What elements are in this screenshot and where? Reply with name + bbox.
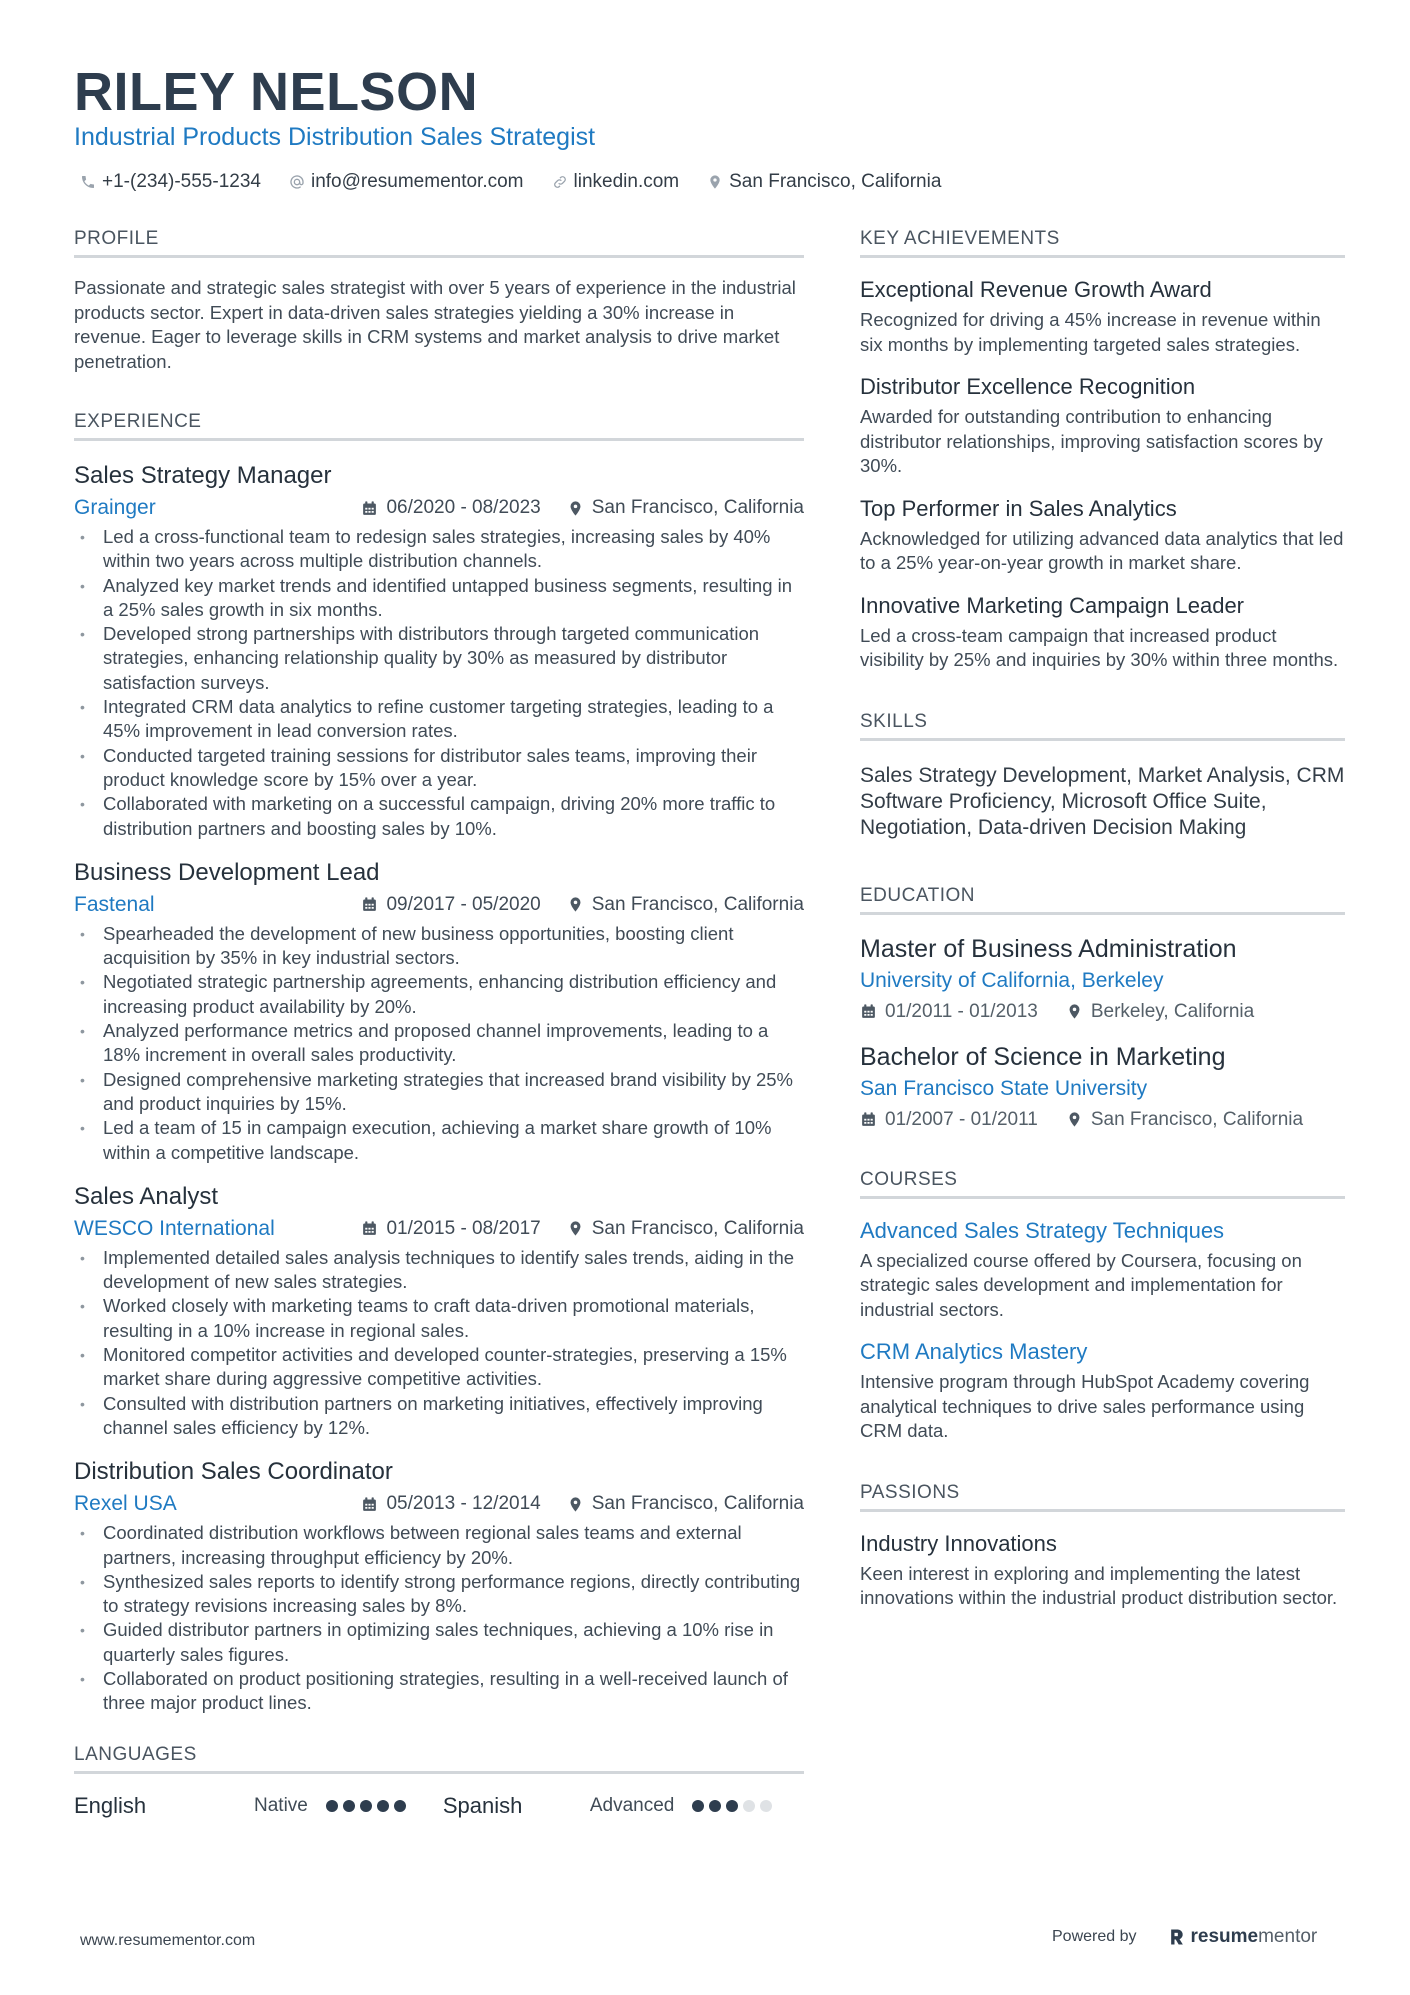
job-bullets — [74, 525, 804, 841]
achievement-list — [860, 276, 1345, 673]
section-title: PROFILE — [74, 228, 804, 258]
course-desc: Intensive program through HubSpot Academy covering analytical techniques to drive sales performance using CRM data. — [860, 1371, 1310, 1441]
language-name: English — [74, 1792, 147, 1818]
passion-item — [860, 1530, 1345, 1611]
language-level: Advanced — [589, 1794, 675, 1816]
skills-section — [860, 711, 1345, 841]
rating-dot-empty — [743, 1800, 755, 1812]
education-dates-text: 01/2007 - 01/2011 — [885, 1108, 1038, 1130]
job-location-text: San Francisco, California — [591, 497, 804, 518]
calendar-icon — [361, 896, 378, 913]
achievements-section — [860, 228, 1345, 673]
education-list — [860, 933, 1345, 1133]
rating-dot-filled — [343, 1800, 355, 1812]
education-entry — [860, 1041, 1345, 1133]
candidate-title: Industrial Products Distribution Sales Strategist — [74, 123, 596, 151]
course-list — [860, 1217, 1345, 1444]
course-item — [860, 1338, 1345, 1444]
rating-dot-empty — [760, 1800, 772, 1812]
achievement-item — [860, 373, 1345, 479]
profile-text: Passionate and strategic sales strategist with over 5 years of experience in the industrial products sector. Expert in data-driven sales strategies yielding a 30% increase in revenue. Eager to leverage skills in CRM systems and market analysis to drive market penetration. — [74, 277, 796, 372]
course-title: Advanced Sales Strategy Techniques — [860, 1217, 1225, 1243]
contact-location — [707, 170, 941, 194]
education-section — [860, 885, 1345, 1133]
job-bullet: • Guided distributor partners in optimizing sales techniques, achieving a 10% rise in quarterly sales figures. — [74, 1618, 804, 1667]
job-bullet: • Coordinated distribution workflows between regional sales teams and external partners, increasing throughput efficiency by 20%. — [74, 1521, 804, 1570]
education-location-text: Berkeley, California — [1090, 1000, 1255, 1022]
job-meta — [74, 892, 804, 918]
rating-dot-filled — [394, 1800, 406, 1812]
job-bullets — [74, 922, 804, 1165]
job-bullet: • Worked closely with marketing teams to craft data-driven promotional materials, resulting in a 10% increase in regional sales. — [74, 1294, 804, 1343]
job-list — [74, 461, 804, 1716]
job-meta — [74, 495, 804, 521]
section-title: COURSES — [860, 1169, 1345, 1199]
section-title: LANGUAGES — [74, 1744, 804, 1774]
brand-name-light: mentor — [1258, 1926, 1318, 1947]
location-pin-icon — [1066, 1003, 1083, 1020]
language-list — [74, 1792, 804, 1820]
calendar-icon — [361, 1220, 378, 1237]
job-dates — [361, 1216, 540, 1242]
company-name: Grainger — [74, 496, 156, 519]
linkedin-text: linkedin.com — [573, 171, 680, 192]
achievement-item — [860, 592, 1345, 673]
degree-title: Bachelor of Science in Marketing — [860, 1042, 1226, 1071]
experience-section — [74, 411, 804, 1716]
location-text: San Francisco, California — [729, 171, 942, 192]
right-column — [860, 228, 1345, 1611]
location-pin-icon — [567, 1496, 584, 1513]
language-name: Spanish — [442, 1792, 523, 1818]
job-bullet: • Collaborated on product positioning strategies, resulting in a well-received launch of three major product lines. — [74, 1667, 804, 1716]
skills-text: Sales Strategy Development, Market Analysis, CRM Software Proficiency, Microsoft Office Suite, Negotiation, Data-driven Decision Making — [860, 763, 1345, 839]
link-icon — [552, 174, 568, 190]
job-location-text: San Francisco, California — [591, 1217, 804, 1239]
section-title: KEY ACHIEVEMENTS — [860, 228, 1345, 258]
job-location — [567, 1216, 804, 1242]
job-location — [567, 495, 804, 521]
languages-section — [74, 1744, 804, 1820]
contact-phone[interactable] — [80, 170, 261, 194]
calendar-icon — [361, 1496, 378, 1513]
job-bullets — [74, 1521, 804, 1715]
education-dates — [860, 999, 1038, 1025]
job-bullet: • Led a team of 15 in campaign execution, achieving a market share growth of 10% within a competitive landscape. — [74, 1116, 804, 1165]
resumementor-logo-icon — [1167, 1927, 1187, 1947]
education-location — [1066, 1107, 1303, 1133]
education-location-text: San Francisco, California — [1090, 1108, 1304, 1130]
achievement-title: Top Performer in Sales Analytics — [860, 495, 1177, 521]
language-rating — [692, 1800, 777, 1812]
job-entry — [74, 858, 804, 1165]
language-rating — [326, 1800, 411, 1812]
achievement-title: Distributor Excellence Recognition — [860, 374, 1196, 399]
job-bullet: • Conducted targeted training sessions for distributor sales teams, improving their product knowledge score by 15% over a year. — [74, 744, 804, 793]
job-title: Sales Analyst — [74, 1182, 219, 1210]
language-level: Native — [254, 1794, 308, 1816]
section-title: EDUCATION — [860, 885, 1345, 915]
education-dates — [860, 1107, 1038, 1133]
job-bullet: • Consulted with distribution partners on marketing initiatives, effectively improving channel sales efficiency by 12%. — [74, 1392, 804, 1441]
company-name: WESCO International — [74, 1216, 275, 1240]
job-entry — [74, 1182, 804, 1440]
achievement-title: Innovative Marketing Campaign Leader — [860, 592, 1245, 618]
contact-email[interactable] — [289, 170, 524, 194]
job-entry — [74, 1457, 804, 1715]
brand-logo[interactable] — [1167, 1926, 1318, 1948]
education-dates-text: 01/2011 - 01/2013 — [885, 1000, 1038, 1022]
location-pin-icon — [707, 174, 723, 190]
course-title: CRM Analytics Mastery — [860, 1339, 1088, 1364]
left-column — [74, 228, 804, 1820]
job-bullet: • Monitored competitor activities and developed counter-strategies, preserving a 15% market share during aggressive competitive activities. — [74, 1343, 804, 1392]
job-bullet: • Spearheaded the development of new business opportunities, boosting client acquisition by 35% in key industrial sectors. — [74, 922, 804, 971]
rating-dot-filled — [726, 1800, 738, 1812]
achievement-desc: Recognized for driving a 45% increase in revenue within six months by implementing targeted sales strategies. — [860, 309, 1321, 355]
powered-by-text: Powered by — [1052, 1928, 1137, 1945]
calendar-icon — [361, 500, 378, 517]
job-meta — [74, 1216, 804, 1242]
location-pin-icon — [567, 500, 584, 517]
job-entry — [74, 461, 804, 841]
company-name: Fastenal — [74, 892, 155, 916]
section-title: EXPERIENCE — [74, 411, 804, 441]
job-bullet: • Analyzed performance metrics and proposed channel improvements, leading to a 18% increment in overall sales productivity. — [74, 1019, 804, 1068]
company-name: Rexel USA — [74, 1492, 177, 1516]
job-dates — [361, 892, 540, 918]
job-location — [567, 892, 804, 918]
education-location — [1066, 999, 1254, 1025]
achievement-desc: Acknowledged for utilizing advanced data analytics that led to a 25% year-on-year growth in market share. — [860, 527, 1344, 573]
phone-text: +1-(234)-555-1234 — [102, 171, 261, 192]
candidate-name: RILEY NELSON — [74, 62, 479, 122]
contact-linkedin[interactable] — [552, 170, 680, 194]
location-pin-icon — [1066, 1111, 1083, 1128]
passions-section — [860, 1482, 1345, 1611]
rating-dot-filled — [709, 1800, 721, 1812]
job-bullet: • Synthesized sales reports to identify strong performance regions, directly contributing to strategy revisions increasing sales by 8%. — [74, 1570, 804, 1619]
job-title: Business Development Lead — [74, 858, 380, 886]
phone-icon — [80, 174, 96, 190]
job-title: Sales Strategy Manager — [74, 462, 332, 489]
school-name: University of California, Berkeley — [860, 968, 1164, 992]
education-meta — [860, 999, 1345, 1025]
section-title: PASSIONS — [860, 1482, 1345, 1512]
job-bullet: • Led a cross-functional team to redesign sales strategies, increasing sales by 40% within two years across multiple distribution channels. — [74, 525, 804, 574]
calendar-icon — [860, 1003, 877, 1020]
job-bullet: • Integrated CRM data analytics to refine customer targeting strategies, leading to a 45% improvement in lead conversion rates. — [74, 695, 804, 744]
job-bullet: • Collaborated with marketing on a successful campaign, driving 20% more traffic to distribution partners and boosting sales by 10%. — [74, 792, 804, 841]
email-text: info@resumementor.com — [310, 171, 524, 192]
rating-dot-filled — [326, 1800, 338, 1812]
courses-section — [860, 1169, 1345, 1444]
achievement-desc: Awarded for outstanding contribution to enhancing distributor relationships, improving satisfaction scores by 30%. — [860, 406, 1323, 476]
section-title: SKILLS — [860, 711, 1345, 741]
education-entry — [860, 933, 1345, 1025]
job-dates-text: 06/2020 - 08/2023 — [386, 497, 541, 518]
job-dates — [361, 1491, 540, 1517]
job-dates-text: 05/2013 - 12/2014 — [386, 1493, 541, 1515]
job-location-text: San Francisco, California — [591, 893, 804, 915]
footer-powered-by — [1052, 1926, 1317, 1948]
job-dates-text: 01/2015 - 08/2017 — [386, 1217, 541, 1239]
school-name: San Francisco State University — [860, 1076, 1148, 1100]
course-item — [860, 1217, 1345, 1323]
rating-dot-filled — [360, 1800, 372, 1812]
rating-dot-filled — [692, 1800, 704, 1812]
job-bullet: • Implemented detailed sales analysis techniques to identify sales trends, aiding in the development of new sales strategies. — [74, 1246, 804, 1295]
passion-title: Industry Innovations — [860, 1530, 1057, 1556]
passion-desc: Keen interest in exploring and implementing the latest innovations within the industrial product distribution sector. — [860, 1562, 1338, 1608]
achievement-item — [860, 276, 1345, 357]
location-pin-icon — [567, 896, 584, 913]
achievement-title: Exceptional Revenue Growth Award — [860, 277, 1212, 302]
achievement-desc: Led a cross-team campaign that increased product visibility by 25% and inquiries by 30% within three months. — [860, 624, 1339, 670]
job-bullets — [74, 1246, 804, 1440]
profile-section — [74, 228, 804, 374]
location-pin-icon — [567, 1220, 584, 1237]
job-dates — [361, 495, 540, 521]
job-dates-text: 09/2017 - 05/2020 — [386, 893, 541, 915]
brand-name-bold: resume — [1190, 1926, 1259, 1947]
at-icon — [289, 174, 305, 190]
achievement-item — [860, 495, 1345, 576]
footer-website[interactable]: www.resumementor.com — [80, 1932, 256, 1949]
calendar-icon — [860, 1111, 877, 1128]
rating-dot-filled — [377, 1800, 389, 1812]
job-location — [567, 1491, 804, 1517]
course-desc: A specialized course offered by Coursera, focusing on strategic sales development and implementation for industrial sectors. — [860, 1249, 1302, 1320]
degree-title: Master of Business Administration — [860, 934, 1237, 963]
job-bullet: • Analyzed key market trends and identified untapped business segments, resulting in a 25% sales growth in six months. — [74, 574, 804, 623]
job-bullet: • Negotiated strategic partnership agreements, enhancing distribution efficiency and increasing product availability by 20%. — [74, 970, 804, 1019]
job-bullet: • Developed strong partnerships with distributors through targeted communication strategies, enhancing relationship quality by 30% as measured by distributor satisfaction surveys. — [74, 622, 804, 695]
job-title: Distribution Sales Coordinator — [74, 1458, 393, 1486]
job-location-text: San Francisco, California — [591, 1493, 804, 1515]
job-bullet: • Designed comprehensive marketing strategies that increased brand visibility by 25% and product inquiries by 15%. — [74, 1068, 804, 1117]
education-meta — [860, 1107, 1345, 1133]
job-meta — [74, 1491, 804, 1517]
contact-bar — [80, 170, 969, 194]
